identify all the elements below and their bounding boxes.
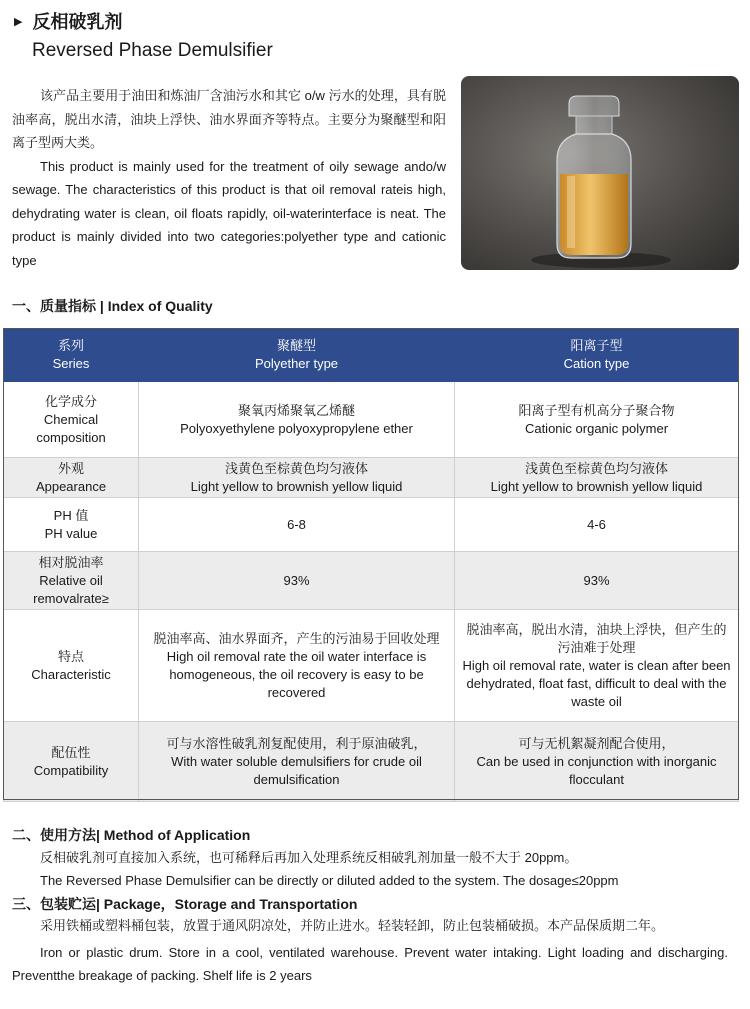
header-series: 系列 Series — [4, 329, 139, 382]
section2-cn: 反相破乳剂可直接加入系统，也可稀释后再加入处理系统反相破乳剂加量一般不大于 20ppm。 — [40, 850, 578, 865]
section3-cn: 采用铁桶或塑料桶包装，放置于通风阴凉处，并防止进水。轻装轻卸，防止包装桶破损。本产品保质期二年。 — [40, 918, 665, 933]
table-row — [4, 610, 739, 722]
table-row — [4, 458, 739, 498]
intro-en: This product is mainly used for the treatment of oily sewage ando/w sewage. The characteristics of this product is that oil removal rateis high, dehydrating water is clean, oil floats rapidly, oil-waterinterface is neat. The product is mainly divided into two categories:polyether type and cationic type — [12, 158, 446, 268]
row-label: 化学成分 Chemical composition — [4, 382, 139, 458]
product-bottle-photo — [461, 76, 739, 270]
title-en: Reversed Phase Demulsifier — [32, 40, 273, 61]
cation-cell: 浅黄色至棕黄色均匀液体 Light yellow to brownish yellow liquid — [455, 458, 739, 498]
polyether-cell: 6-8 — [139, 498, 455, 552]
cation-cell: 脱油率高，脱出水清，油块上浮快，但产生的污油难于处理 High oil removal rate, water is clean after been dehydrated, float fast, difficult to deal with the waste oil — [455, 610, 739, 722]
bottle-illustration — [461, 76, 739, 270]
polyether-cell: 脱油率高、油水界面齐，产生的污油易于回收处理 High oil removal rate the oil water interface is homogeneous, the oil recovery is easy to be recovered — [139, 610, 455, 722]
table-row — [4, 722, 739, 802]
row-label: 配伍性 Compatibility — [4, 722, 139, 802]
header-polyether: 聚醚型 Polyether type — [139, 329, 455, 382]
row-label: 相对脱油率 Relative oil removalrate≥ — [4, 552, 139, 610]
cation-cell: 93% — [455, 552, 739, 610]
cation-cell: 4-6 — [455, 498, 739, 552]
section2-body — [12, 846, 728, 892]
table-row — [4, 552, 739, 610]
title-cn: 反相破乳剂 — [32, 12, 123, 32]
section3-body — [12, 914, 728, 987]
title-cn-line — [14, 8, 273, 34]
polyether-cell: 可与水溶性破乳剂复配使用，利于原油破乳， With water soluble demulsifiers for crude oil demulsification — [139, 722, 455, 802]
intro — [12, 84, 446, 272]
quality-table — [3, 328, 739, 802]
section2-en: The Reversed Phase Demulsifier can be directly or diluted added to the system. The dosage≤20ppm — [40, 873, 619, 888]
row-label: PH 值 PH value — [4, 498, 139, 552]
section1-title: 一、质量指标 | Index of Quality — [12, 298, 213, 314]
header — [14, 8, 273, 62]
table-header-row — [4, 329, 739, 382]
section3-en: Iron or plastic drum. Store in a cool, ventilated warehouse. Prevent water intaking. Light loading and discharging. Preventthe breakage of packing. Shelf life is 2 years — [12, 945, 728, 983]
polyether-cell: 93% — [139, 552, 455, 610]
triangle-bullet-icon: ▶ — [14, 15, 23, 28]
section2-title: 二、使用方法| Method of Application — [12, 827, 251, 843]
row-label: 特点 Characteristic — [4, 610, 139, 722]
header-cation: 阳离子型 Cation type — [455, 329, 739, 382]
polyether-cell: 浅黄色至棕黄色均匀液体 Light yellow to brownish yellow liquid — [139, 458, 455, 498]
polyether-cell: 聚氧丙烯聚氧乙烯醚 Polyoxyethylene polyoxypropylene ether — [139, 382, 455, 458]
row-label: 外观 Appearance — [4, 458, 139, 498]
cation-cell: 可与无机絮凝剂配合使用， Can be used in conjunction with inorganic flocculant — [455, 722, 739, 802]
intro-cn: 该产品主要用于油田和炼油厂含油污水和其它 o/w 污水的处理，具有脱油率高，脱出水清，油块上浮快、油水界面齐等特点。主要分为聚醚型和阳离子型两大类。 — [12, 88, 446, 150]
cation-cell: 阳离子型有机高分子聚合物 Cationic organic polymer — [455, 382, 739, 458]
table-row — [4, 382, 739, 458]
table-row — [4, 498, 739, 552]
section3-title: 三、包装贮运| Package，Storage and Transportation — [12, 896, 358, 912]
